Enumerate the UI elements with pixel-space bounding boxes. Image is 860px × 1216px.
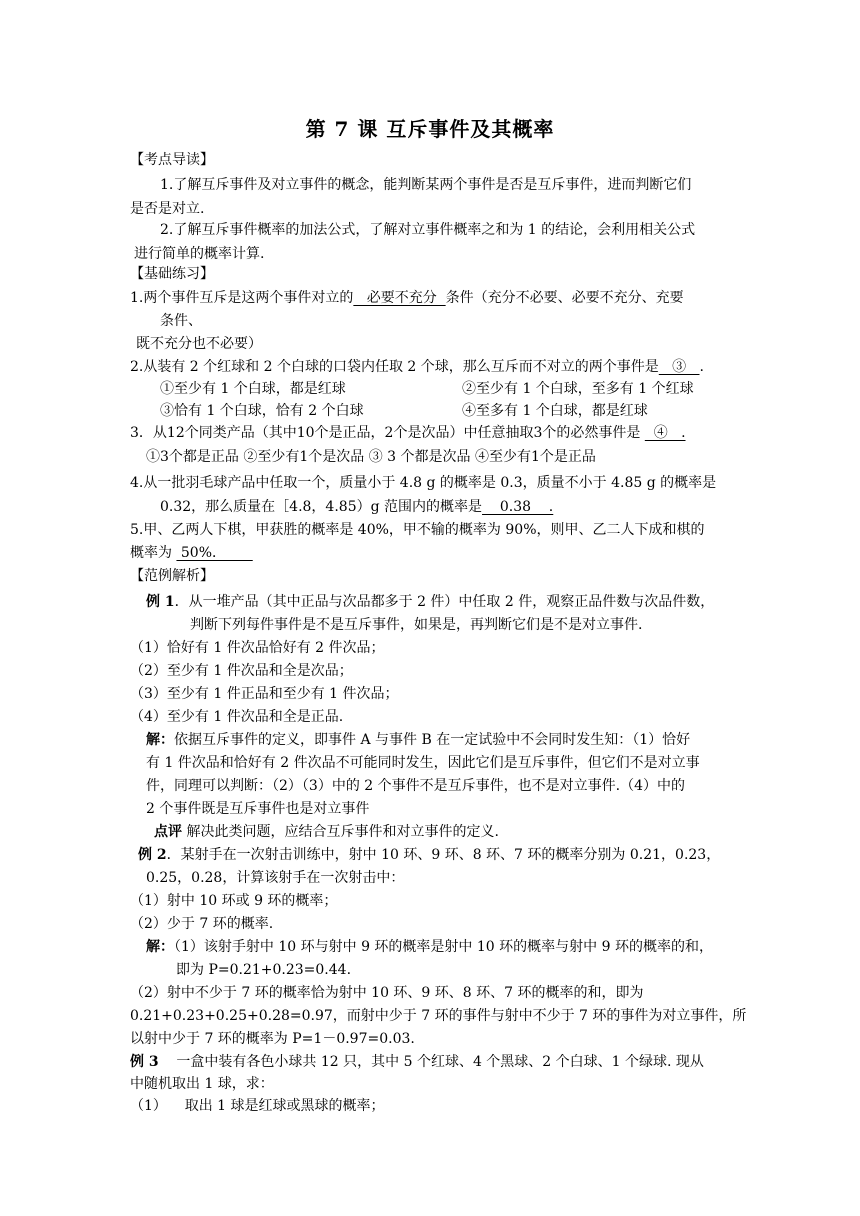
- example-3-line2: 中随机取出 1 球，求：: [130, 1076, 274, 1092]
- guide-point-2-line2: 进行简单的概率计算.: [134, 246, 265, 262]
- example-1-item-2: （2）至少有 1 件次品和全是次品；: [130, 663, 353, 679]
- example-3-text: 一盒中装有各色小球共 12 只，其中 5 个红球、4 个黑球、2 个白球、1 个绿球. 现从: [158, 1054, 704, 1070]
- comment-label: 点评: [154, 824, 182, 840]
- question-2-text: 2.从装有 2 个红球和 2 个白球的口袋内任取 2 个球，那么互斥而不对立的两个事件是: [130, 359, 659, 375]
- example-2-solution-line1: [146, 937, 713, 957]
- example-2-line2: 0.25，0.28，计算该射手在一次射击中：: [146, 870, 405, 886]
- example-1-item-1: （1）恰好有 1 件次品恰好有 2 件次品；: [130, 640, 385, 656]
- section-heading-examples: 【范例解析】: [130, 568, 214, 584]
- guide-point-1-line1: 1.了解互斥事件及对立事件的概念，能判断某两个事件是否是互斥事件，进而判断它们: [160, 177, 692, 193]
- example-2-label: 例 2: [138, 847, 167, 863]
- solution-label: 解：: [146, 732, 174, 748]
- example-2-line1: [138, 845, 720, 865]
- question-1-options: 条件（充分不必要、必要不充分、充要: [445, 290, 684, 306]
- guide-point-1-line2: 是否是对立.: [130, 201, 205, 217]
- question-5-line2: [130, 543, 253, 563]
- example-1-item-3: （3）至少有 1 件正品和至少有 1 件次品；: [130, 686, 399, 702]
- question-4-line2: [160, 497, 553, 517]
- example-2-solution-line5: 以射中少于 7 环的概率为 P=1－0.97=0.03.: [130, 1031, 415, 1047]
- example-1-solution-text: 依据互斥事件的定义，即事件 A 与事件 B 在一定试验中不会同时发生知：（1）恰好: [174, 732, 691, 748]
- comment-text: 解决此类问题，应结合互斥事件和对立事件的定义.: [182, 824, 499, 840]
- example-2-text: ．某射手在一次射击训练中，射中 10 环、9 环、8 环、7 环的概率分别为 0.21，0.23，: [166, 847, 721, 863]
- guide-point-2-line1: 2.了解互斥事件概率的加法公式，了解对立事件概率之和为 1 的结论，会利用相关公式: [160, 222, 696, 238]
- example-1-label: 例 1: [146, 594, 175, 610]
- question-5-text: 概率为: [130, 545, 177, 561]
- example-3-item-1: （1） 取出 1 球是红球或黑球的概率；: [130, 1098, 385, 1114]
- example-1-solution-line1: [146, 730, 690, 750]
- example-1-item-4: （4）至少有 1 件次品和全是正品.: [130, 709, 344, 725]
- example-1-comment: [154, 822, 499, 842]
- example-1-line2: 判断下列每件事件是不是互斥事件，如果是，再判断它们是不是对立事件.: [190, 617, 643, 633]
- question-4-answer: 0.38 .: [482, 499, 554, 515]
- example-1-text: ．从一堆产品（其中正品与次品都多于 2 件）中任取 2 件，观察正品件数与次品件数，: [174, 594, 715, 610]
- question-5-line1: 5.甲、乙两人下棋，甲获胜的概率是 40%，甲不输的概率为 90%，则甲、乙二人下成和棋的: [130, 522, 705, 538]
- question-2-option-3: ③恰有 1 个白球，恰有 2 个白球: [160, 403, 364, 419]
- example-2-item-2: （2）少于 7 环的概率.: [130, 916, 274, 932]
- question-2-answer: ③: [658, 359, 700, 375]
- example-2-solution-text: （1）该射手射中 10 环与射中 9 环的概率是射中 10 环的概率与射中 9 环的概率的和，: [174, 939, 713, 955]
- question-2-option-1: ①至少有 1 个白球，都是红球: [160, 381, 346, 397]
- example-2-solution-line4: 0.21+0.23+0.25+0.28=0.97，而射中少于 7 环的事件与射中不少于 7 环的事件为对立事件，所: [130, 1008, 747, 1024]
- example-1-solution-line3: 件，同理可以判断：（2）（3）中的 2 个事件不是互斥事件，也不是对立事件.（4）中的: [146, 778, 685, 794]
- example-1-solution-line2: 有 1 件次品和恰好有 2 件次品不可能同时发生，因此它们是互斥事件，但它们不是对立事: [146, 755, 700, 771]
- solution-label-2: 解：: [146, 939, 174, 955]
- example-2-solution-line2: 即为 P=0.21+0.23=0.44.: [176, 962, 352, 978]
- question-3-stem: [130, 423, 686, 443]
- example-3-label: 例 3: [130, 1054, 159, 1070]
- question-4-text: 0.32，那么质量在［4.8，4.85）g 范围内的概率是: [160, 499, 483, 515]
- question-3-options: ①3个都是正品 ②至少有1个是次品 ③ 3 个都是次品 ④至少有1个是正品: [146, 449, 596, 465]
- question-4-line1: 4.从一批羽毛球产品中任取一个，质量小于 4.8 g 的概率是 0.3，质量不小于 4.85 g 的概率是: [130, 475, 717, 491]
- example-3-line1: [130, 1052, 704, 1072]
- question-1-line1: [130, 288, 684, 308]
- question-2-option-4: ④至多有 1 个白球，都是红球: [462, 403, 648, 419]
- section-heading-guide: 【考点导读】: [130, 152, 214, 168]
- page-title: 第 7 课 互斥事件及其概率: [305, 117, 555, 141]
- question-3-text: 3．从12个同类产品（其中10个是正品，2个是次品）中任意抽取3个的必然事件是: [130, 425, 645, 441]
- question-1-text: 1.两个事件互斥是这两个事件对立的: [130, 290, 354, 306]
- question-1-line3: 既不充分也不必要）: [136, 336, 262, 352]
- example-1-solution-line4: 2 个事件既是互斥事件也是对立事件: [146, 801, 370, 817]
- question-5-answer: 50%．: [176, 545, 253, 561]
- question-2-option-2: ②至少有 1 个白球，至多有 1 个红球: [462, 381, 694, 397]
- question-3-answer: ④ .: [644, 425, 686, 441]
- question-2-end: .: [699, 359, 704, 375]
- example-2-solution-line3: （2）射中不少于 7 环的概率恰为射中 10 环、9 环、8 环、7 环的概率的和，即为: [130, 985, 644, 1001]
- question-2-stem: [130, 357, 704, 377]
- section-heading-practice: 【基础练习】: [130, 266, 214, 282]
- example-1-line1: [146, 592, 714, 612]
- question-1-line2: 条件、: [160, 313, 202, 329]
- example-2-item-1: （1）射中 10 环或 9 环的概率；: [130, 893, 338, 909]
- question-1-answer: 必要不充分: [353, 290, 446, 306]
